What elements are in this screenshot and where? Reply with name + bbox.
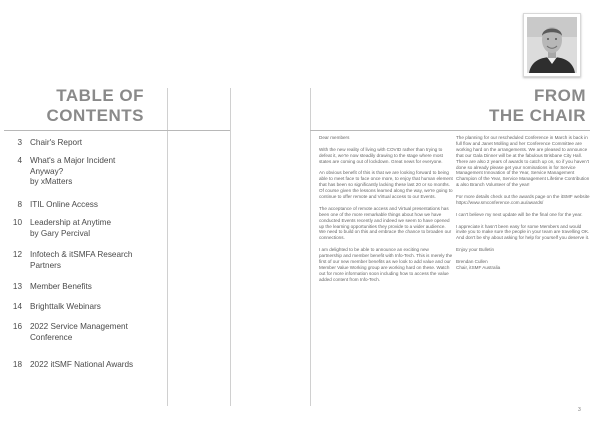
chair-portrait-image <box>527 17 577 73</box>
toc-item-label: Infotech & itSMFA Research <box>30 250 133 259</box>
toc-item-label: Member Benefits <box>30 282 92 291</box>
toc-page-number: 16 <box>12 322 22 331</box>
column-rule <box>167 88 168 406</box>
toc-item-label: What's a Major Incident <box>30 156 116 165</box>
toc-page-number: 12 <box>12 250 22 259</box>
chair-photo-frame <box>523 13 581 77</box>
column-rule <box>310 88 311 406</box>
toc-item-label: Partners <box>30 260 61 270</box>
heading-rule <box>310 130 590 131</box>
toc-item[interactable] <box>4 360 164 371</box>
chair-heading <box>460 86 586 126</box>
chair-heading-line2: THE CHAIR <box>488 106 586 125</box>
toc-item[interactable] <box>4 302 164 313</box>
toc-item[interactable] <box>4 282 164 293</box>
letter-paragraph: The planning for our rescheduled Conference in March is back in full flow and Janet Molling and her Conference Committee are working hard on the arrangements. We are pleased to announce that our Gala Dinner will be at the fabulous Brisbane City Hall. There are also 2 years of awards to catch up on, so if you haven't done so already please get your nominations in for Service Management Innovation of the Year, Service Management Champion of the Year, Service Management Lifetime Contribution & also Branch Volunteer of the year! <box>456 135 590 188</box>
chair-letter-column-2 <box>456 135 590 277</box>
toc-item[interactable] <box>4 218 164 239</box>
toc-item-author: by Gary Percival <box>30 228 91 238</box>
letter-paragraph: I appreciate it hasn't been easy for some Members and would invite you to make sure the people in your team are travelling OK. And don't be shy about asking for help for yourself you deserve it. <box>456 223 590 241</box>
toc-item[interactable] <box>4 156 164 188</box>
toc-page-number: 13 <box>12 282 22 291</box>
letter-salutation: Dear members <box>319 135 350 140</box>
column-rule <box>230 88 231 406</box>
letter-paragraph: With the new reality of living with COVID rather than trying to defeat it, we're now steadily drawing to the stage where most states are coming out of lockdown. Great news for everyone. <box>319 146 443 164</box>
toc-heading <box>40 86 144 126</box>
toc-item-author: by xMatters <box>30 177 73 186</box>
toc-page-number: 14 <box>12 302 22 311</box>
toc-item[interactable] <box>4 250 164 271</box>
letter-signature: Brendan Cullen Chair, itSMF Australia <box>456 258 501 270</box>
toc-item-label: Anyway? <box>30 166 64 176</box>
toc-item[interactable] <box>4 200 164 211</box>
chair-letter-column-1 <box>319 135 453 288</box>
toc-heading-line1: TABLE OF <box>56 86 144 105</box>
toc-heading-line2: CONTENTS <box>46 106 144 125</box>
toc-item-label: ITIL Online Access <box>30 200 98 209</box>
toc-page-number: 3 <box>17 138 22 147</box>
toc-page-number: 10 <box>12 218 22 227</box>
chair-heading-line1: FROM <box>533 86 586 105</box>
toc-page-number: 8 <box>17 200 22 209</box>
toc-page-number: 18 <box>12 360 22 369</box>
toc-item[interactable] <box>4 138 164 149</box>
letter-paragraph-awards-link: For more details check out the awards page on the itSMF website https://www.smconference.com.au/awards/ <box>456 194 590 205</box>
toc-item-label: Chair's Report <box>30 138 83 147</box>
letter-paragraph: An obvious benefit of this is that we are looking forward to being able to meet face to face once more, to enjoy that human element that has been so significantly lacking these last 20 or so months. Of course given the lessons learned along the way, we're going to continue to offer remote and Virtual access to our Events. <box>319 170 453 200</box>
toc-item-label: 2022 itSMF National Awards <box>30 360 134 369</box>
letter-paragraph: The acceptance of remote access and Virtual presentations has been one of the more remarkable things about how we have conducted Events recently and indeed we seem to have opened up the learning opportunities they provide to a wider audience. We need to build on this and embrace the chance to broaden our connections. <box>319 205 452 241</box>
letter-paragraph: I can't believe my next update will be the final one for the year. <box>456 211 583 217</box>
heading-rule <box>4 130 230 131</box>
letter-paragraph: I am delighted to be able to announce an exciting new partnership and member benefit with Info-Tech. This is merely the first of our new member benefits as we look to add value and our Member Value Working group are working hard on these. Watch out for more information soon including how to access the value added content from Info-Tech. <box>319 247 453 282</box>
toc-item-label: 2022 Service Management <box>30 322 128 331</box>
letter-closing: Enjoy your Bulletin <box>456 247 495 253</box>
toc-item-label: Brighttalk Webinars <box>30 302 101 311</box>
toc-item-label: Conference <box>30 332 73 342</box>
chair-photo <box>527 17 577 73</box>
page-number: 3 <box>578 407 581 413</box>
toc-item[interactable] <box>4 322 164 343</box>
toc-item-label: Leadership at Anytime <box>30 218 112 227</box>
toc-page-number: 4 <box>17 156 22 165</box>
